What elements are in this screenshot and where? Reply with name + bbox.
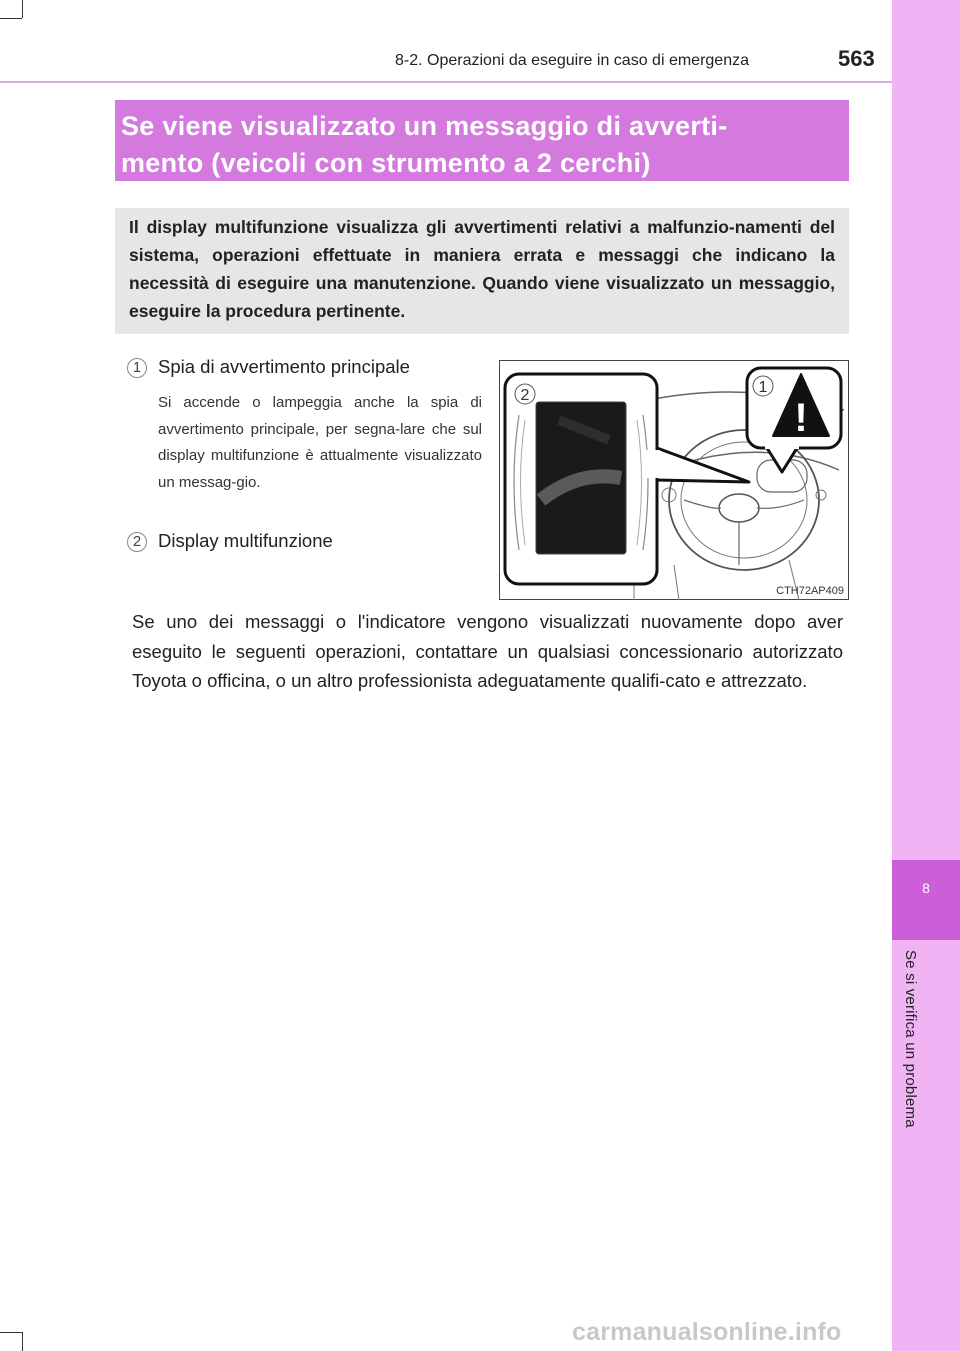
watermark: carmanualsonline.info bbox=[572, 1318, 842, 1346]
crop-mark bbox=[0, 1332, 22, 1333]
chapter-title: Se si verifica un problema bbox=[902, 950, 919, 1128]
item-title: Spia di avvertimento principale bbox=[158, 356, 410, 377]
warning-symbol: ! bbox=[794, 396, 808, 440]
page-number: 563 bbox=[838, 46, 875, 71]
item-title: Display multifunzione bbox=[158, 530, 333, 551]
section-label: 8-2. Operazioni da eseguire in caso di emergenza bbox=[395, 52, 749, 69]
section-title-box bbox=[115, 100, 849, 181]
header-divider bbox=[0, 81, 892, 83]
crop-mark bbox=[22, 0, 23, 18]
callout-2-label: 2 bbox=[520, 387, 530, 404]
dashboard-illustration bbox=[499, 360, 849, 600]
item-description: Si accende o lampeggia anche la spia di avvertimento principale, per segna-lare che sul display multifunzione è attualmente visualizzato un messag-gio. bbox=[158, 394, 482, 491]
intro-text: Il display multifunzione visualizza gli avvertimenti relativi a malfunzio-namenti del sistema, operazioni effettuate in maniera errata e messaggi che indicano la necessità di eseguire una manutenzione. Quando viene visualizzato un messaggio, eseguire la procedura pertinente. bbox=[129, 217, 835, 321]
section-title-line-1: Se viene visualizzato un messaggio di avverti- bbox=[121, 111, 728, 141]
figure-code: CTH72AP409 bbox=[776, 585, 844, 597]
crop-mark bbox=[0, 18, 22, 19]
chapter-number: 8 bbox=[922, 880, 930, 896]
crop-mark bbox=[22, 1332, 23, 1351]
callout-1-label: 1 bbox=[758, 379, 768, 396]
body-paragraph: Se uno dei messaggi o l'indicatore vengono visualizzati nuovamente dopo aver eseguito le seguenti operazioni, contattare un qualsiasi concessionario autorizzato Toyota o officina, o un altro professionista adeguatamente qualifi-cato e attrezzato. bbox=[132, 611, 843, 691]
item-number-badge: 2 bbox=[127, 532, 147, 552]
side-tab bbox=[892, 0, 960, 1351]
item-number-badge: 1 bbox=[127, 358, 147, 378]
side-chapter-marker bbox=[892, 860, 960, 940]
section-title-line-2: mento (veicoli con strumento a 2 cerchi) bbox=[121, 148, 651, 178]
intro-box bbox=[115, 208, 849, 334]
